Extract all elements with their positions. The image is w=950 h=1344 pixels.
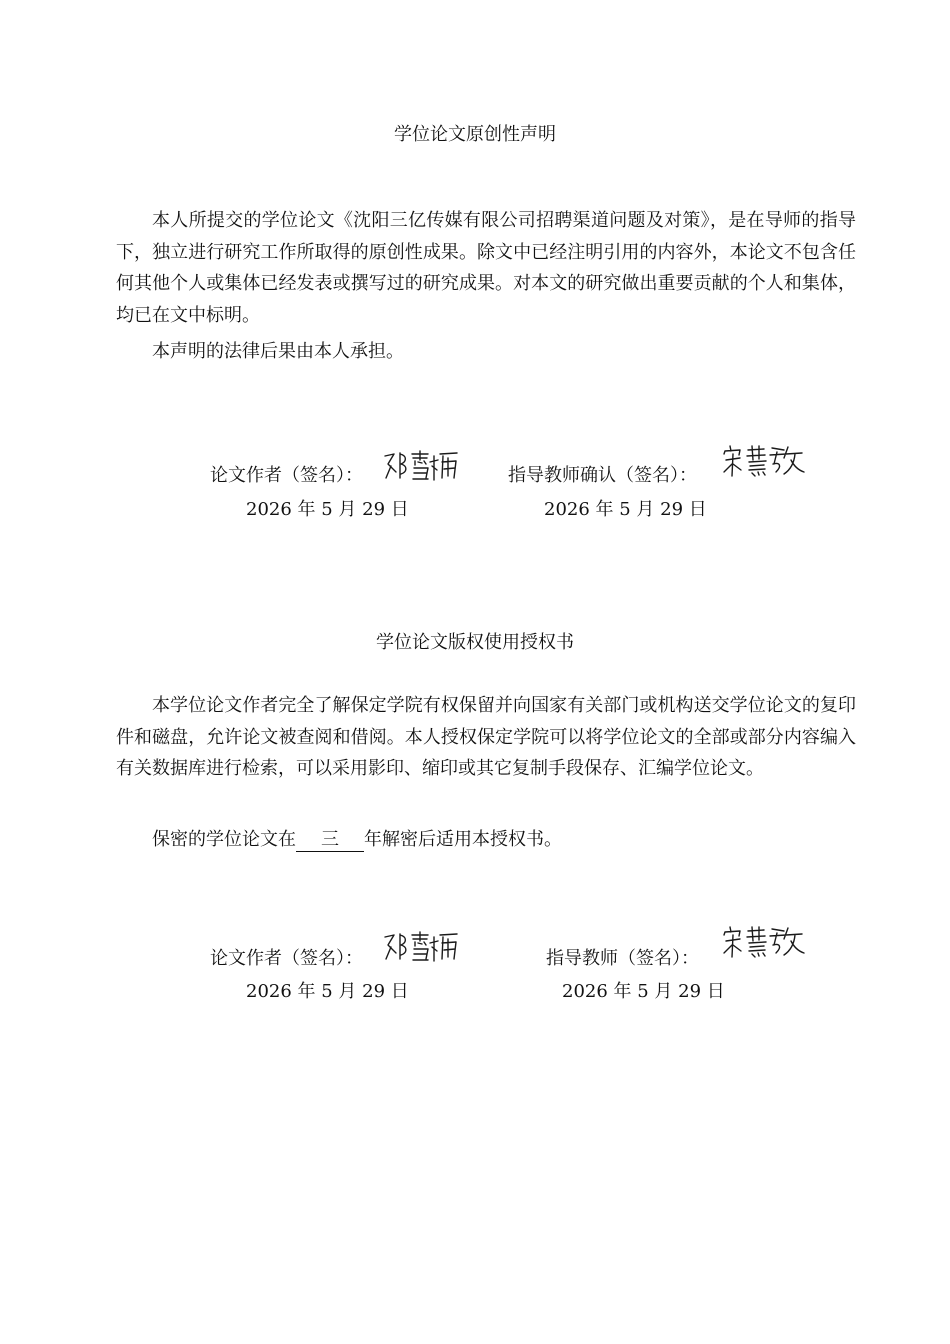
- authorization-advisor-sign-label: 指导教师（签名）：: [546, 948, 699, 969]
- authorization-author-signature: [382, 929, 462, 969]
- declaration-advisor-signature: [722, 442, 806, 482]
- declaration-paragraph-1: 本人所提交的学位论文《沈阳三亿传媒有限公司招聘渠道问题及对策》，是在导师的指导下，独立进行研究工作所取得的原创性成果。除文中已经注明引用的内容外，本论文不包含任何其他个人或集体已经发表或撰写过的研究成果。对本文的研究做出重要贡献的个人和集体，均已在文中标明。: [116, 210, 856, 326]
- secret-years: 三: [296, 825, 364, 852]
- authorization-advisor-date: 2026 年 5 月 29 日: [562, 981, 725, 1002]
- declaration-author-signature: [382, 448, 462, 488]
- declaration-advisor-date: 2026 年 5 月 29 日: [544, 499, 707, 520]
- authorization-secret-line: [152, 825, 562, 852]
- secret-prefix: 保密的学位论文在: [152, 829, 296, 850]
- declaration-title: 学位论文原创性声明: [394, 124, 556, 145]
- declaration-author-sign-label: 论文作者（签名）：: [210, 465, 363, 486]
- authorization-paragraph: 本学位论文作者完全了解保定学院有权保留并向国家有关部门或机构送交学位论文的复印件和磁盘，允许论文被查阅和借阅。本人授权保定学院可以将学位论文的全部或部分内容编入有关数据库进行检索，可以采用影印、缩印或其它复制手段保存、汇编学位论文。: [116, 695, 856, 779]
- declaration-advisor-sign-label: 指导教师确认（签名）：: [508, 465, 697, 486]
- declaration-author-date: 2026 年 5 月 29 日: [246, 499, 409, 520]
- declaration-paragraph-2: 本声明的法律后果由本人承担。: [152, 341, 404, 362]
- secret-suffix: 年解密后适用本授权书。: [364, 829, 562, 850]
- authorization-advisor-signature: [722, 923, 806, 963]
- authorization-author-date: 2026 年 5 月 29 日: [246, 981, 409, 1002]
- authorization-title: 学位论文版权使用授权书: [376, 632, 574, 653]
- authorization-author-sign-label: 论文作者（签名）：: [210, 948, 363, 969]
